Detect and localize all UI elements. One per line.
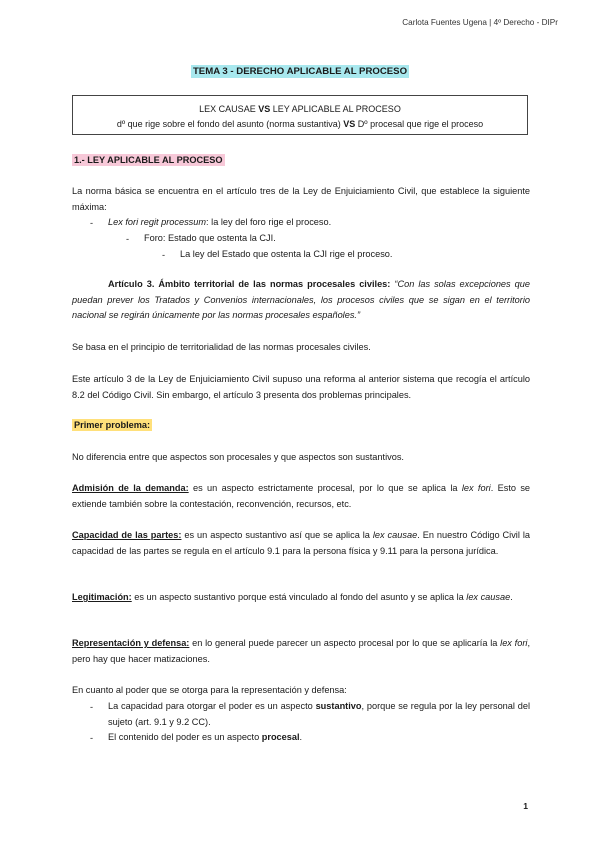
- bullet-contenido-poder: El contenido del poder es un aspecto procesal.: [108, 732, 303, 742]
- paragraph-no-diferencia: No diferencia entre que aspectos son procesales y que aspectos son sustantivos.: [72, 452, 404, 462]
- bullet-foro: Foro: Estado que ostenta la CJI.: [144, 233, 276, 243]
- summary-box: [72, 95, 528, 135]
- page-header: Carlota Fuentes Ugena | 4º Derecho - DIPr: [402, 18, 558, 27]
- bullet-dash: -: [162, 250, 166, 260]
- paragraph-poder: En cuanto al poder que se otorga para la representación y defensa:: [72, 685, 347, 695]
- bullet-ley-estado: La ley del Estado que ostenta la CJI rige el proceso.: [180, 249, 393, 259]
- topic-title: TEMA 3 - DERECHO APLICABLE AL PROCESO: [192, 66, 408, 77]
- paragraph-representacion: Representación y defensa: en lo general puede parecer un aspecto procesal por lo que se aplicaría la lex fori, pero hay que hacer matizaciones.: [72, 638, 530, 664]
- paragraph-norma-basica: La norma básica se encuentra en el artículo tres de la Ley de Enjuiciamiento Civil, que establece la siguiente máxima:: [72, 186, 530, 212]
- paragraph-reforma: Este artículo 3 de la Ley de Enjuiciamiento Civil supuso una reforma al anterior sistema que recogía el artículo 8.2 del Código Civil. Sin embargo, el artículo 3 presenta dos problemas principales.: [72, 374, 530, 400]
- paragraph-capacidad: Capacidad de las partes: es un aspecto sustantivo así que se aplica la lex causae. En nuestro Código Civil la capacidad de las partes se regula en el artículo 9.1 para la persona física y 9.11 para la persona jurídica.: [72, 530, 530, 556]
- page-number: 1: [523, 801, 528, 811]
- problem-heading: Primer problema:: [74, 420, 151, 430]
- paragraph-territorialidad: Se basa en el principio de territorialidad de las normas procesales civiles.: [72, 342, 371, 352]
- paragraph-legitimacion: Legitimación: es un aspecto sustantivo porque está vinculado al fondo del asunto y se aplica la lex causae.: [72, 592, 513, 602]
- bullet-dash: -: [90, 733, 94, 743]
- bullet-dash: -: [90, 702, 94, 712]
- bullet-dash: -: [90, 218, 94, 228]
- bullet-dash: -: [126, 234, 130, 244]
- bullet-lex-fori: Lex fori regit processum: la ley del foro rige el proceso.: [108, 217, 332, 227]
- paragraph-articulo-3: Artículo 3. Ámbito territorial de las normas procesales civiles: “Con las solas excepciones que puedan prever los Tratados y Convenios internacionales, los procesos civiles que se sigan en el territorio nacional se regirán únicamente por las normas procesales españoles.”: [72, 279, 530, 320]
- box-line-1: LEX CAUSAE VS LEY APLICABLE AL PROCESO: [199, 104, 401, 114]
- paragraph-admision: Admisión de la demanda: es un aspecto estrictamente procesal, por lo que se aplica la lex fori. Esto se extiende también sobre la contestación, reconvención, recursos, etc.: [72, 483, 531, 509]
- box-line-2: dº que rige sobre el fondo del asunto (norma sustantiva) VS Dº procesal que rige el proceso: [116, 118, 484, 129]
- section-1-heading: 1.- LEY APLICABLE AL PROCESO: [74, 155, 223, 165]
- bullet-capacidad-poder: La capacidad para otorgar el poder es un aspecto sustantivo, porque se regula por la ley personal del sujeto (art. 9.1 y 9.2 CC).: [108, 701, 530, 727]
